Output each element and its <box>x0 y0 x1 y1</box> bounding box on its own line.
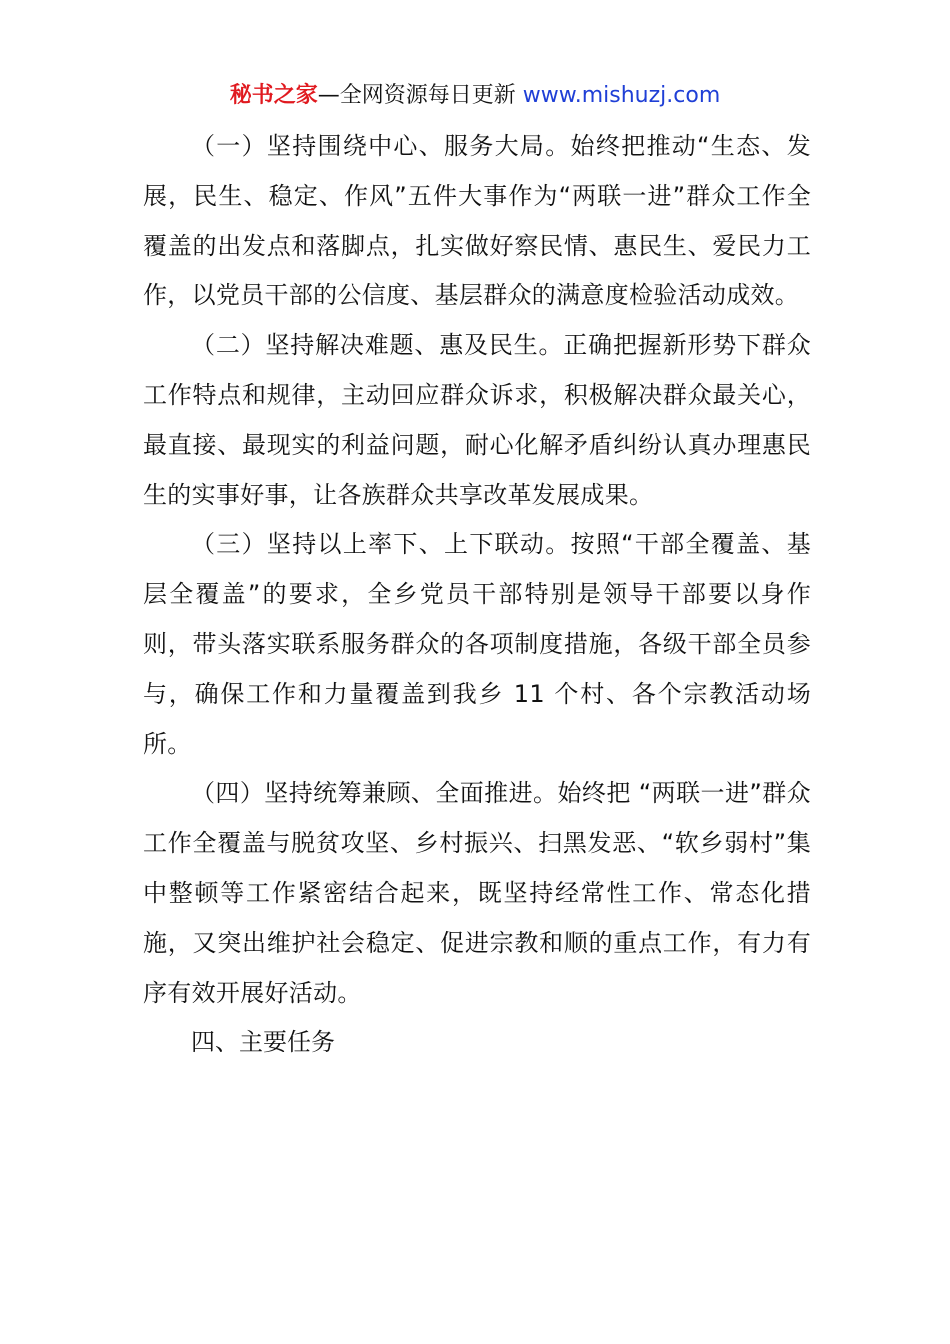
site-url-link[interactable]: www.mishuzj.com <box>522 83 721 108</box>
site-header <box>0 80 950 112</box>
paragraph-2: （二）坚持解决难题、惠及民生。正确把握新形势下群众工作特点和规律，主动回应群众诉求，积极解决群众最关心，最直接、最现实的利益问题，耐心化解矛盾纠纷认真办理惠民生的实事好事，让各族群众共享改革发展成果。 <box>143 331 811 509</box>
document-body <box>143 122 811 1068</box>
site-brand: 秘书之家 <box>229 83 318 108</box>
site-tagline: —全网资源每日更新 <box>317 83 516 108</box>
paragraph-1: （一）坚持围绕中心、服务大局。始终把推动“生态、发展，民生、稳定、作风”五件大事作为“两联一进”群众工作全覆盖的出发点和落脚点，扎实做好察民情、惠民生、爱民力工作，以党员干部的公信度、基层群众的满意度检验活动成效。 <box>143 132 811 310</box>
paragraph-3: （三）坚持以上率下、上下联动。按照“干部全覆盖、基层全覆盖”的要求，全乡党员干部特别是领导干部要以身作则，带头落实联系服务群众的各项制度措施，各级干部全员参与，确保工作和力量覆盖到我乡 11 个村、各个宗教活动场所。 <box>143 530 811 758</box>
paragraph-4: （四）坚持统筹兼顾、全面推进。始终把 “两联一进”群众工作全覆盖与脱贫攻坚、乡村振兴、扫黑发恶、“软乡弱村”集中整顿等工作紧密结合起来，既坚持经常性工作、常态化措施，又突出维护社会稳定、促进宗教和顺的重点工作，有力有序有效开展好活动。 <box>143 779 811 1007</box>
section-heading: 四、主要任务 <box>191 1028 335 1057</box>
